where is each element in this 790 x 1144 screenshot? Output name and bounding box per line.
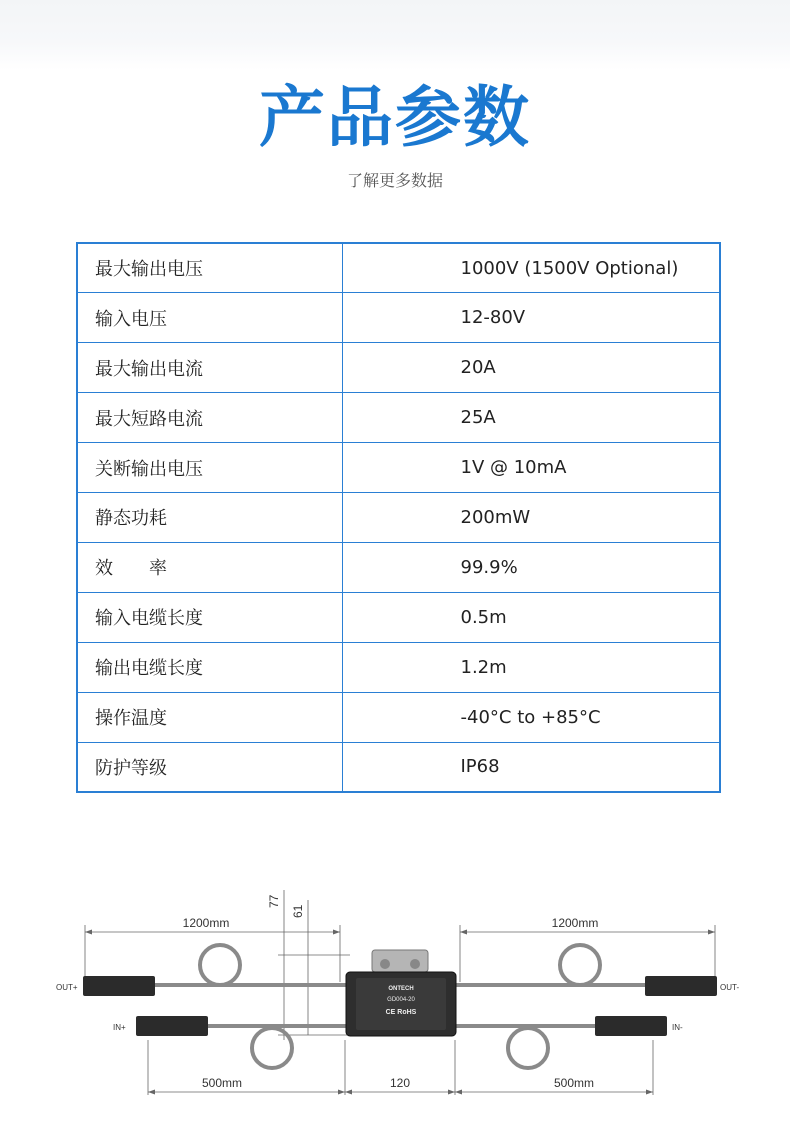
device-model: GD004-20 [387,997,415,1003]
spec-label: 最大输出电压 [77,243,342,293]
mount-hole [380,959,390,969]
device-mount-bracket [372,950,428,972]
dim-height-b: 61 [291,904,305,918]
table-row [77,493,720,543]
spec-label: 效 率 [77,542,342,592]
device-cert: CE RoHS [385,1009,417,1016]
page-subtitle: 了解更多数据 [346,171,443,190]
port-in-plus: IN+ [113,1023,126,1032]
table-row [77,642,720,692]
spec-value: 99.9% [342,542,720,592]
top-background-band [0,0,790,70]
table-row [77,692,720,742]
mount-hole [410,959,420,969]
spec-value: 1000V (1500V Optional) [342,243,720,293]
dim-bottom-right: 500mm [553,1076,595,1090]
dim-height-a: 77 [267,894,281,908]
dim-top-left: 1200mm [182,916,230,930]
table-row [77,742,720,792]
connector-in-minus [595,1016,667,1036]
spec-label: 防护等级 [77,742,342,792]
table-row [77,293,720,343]
dim-bottom-center: 120 [389,1076,411,1090]
table-row [77,542,720,592]
dimension-drawing [50,880,740,1100]
table-row [77,443,720,493]
spec-value: 12-80V [342,293,720,343]
spec-value: 20A [342,343,720,393]
connector-out-plus [83,976,155,996]
spec-value: 1.2m [342,642,720,692]
spec-label: 最大短路电流 [77,393,342,443]
spec-label: 操作温度 [77,692,342,742]
spec-table [76,242,721,793]
connector-out-minus [645,976,717,996]
spec-value: 25A [342,393,720,443]
port-out-minus: OUT- [720,983,740,992]
dim-top-right: 1200mm [551,916,599,930]
spec-value: 0.5m [342,592,720,642]
table-row [77,592,720,642]
device-brand: ONTECH [388,986,414,992]
spec-value: 200mW [342,493,720,543]
table-row [77,243,720,293]
port-out-plus: OUT+ [56,983,78,992]
spec-value: IP68 [342,742,720,792]
page-title: 产品参数 [259,79,531,156]
spec-label: 静态功耗 [77,493,342,543]
port-in-minus: IN- [672,1023,683,1032]
connector-in-plus [136,1016,208,1036]
spec-label: 关断输出电压 [77,443,342,493]
spec-label: 输入电压 [77,293,342,343]
table-row [77,393,720,443]
spec-value: -40°C to +85°C [342,692,720,742]
spec-label: 输出电缆长度 [77,642,342,692]
spec-label: 输入电缆长度 [77,592,342,642]
spec-value: 1V @ 10mA [342,443,720,493]
table-row [77,343,720,393]
spec-label: 最大输出电流 [77,343,342,393]
dim-bottom-left: 500mm [201,1076,243,1090]
